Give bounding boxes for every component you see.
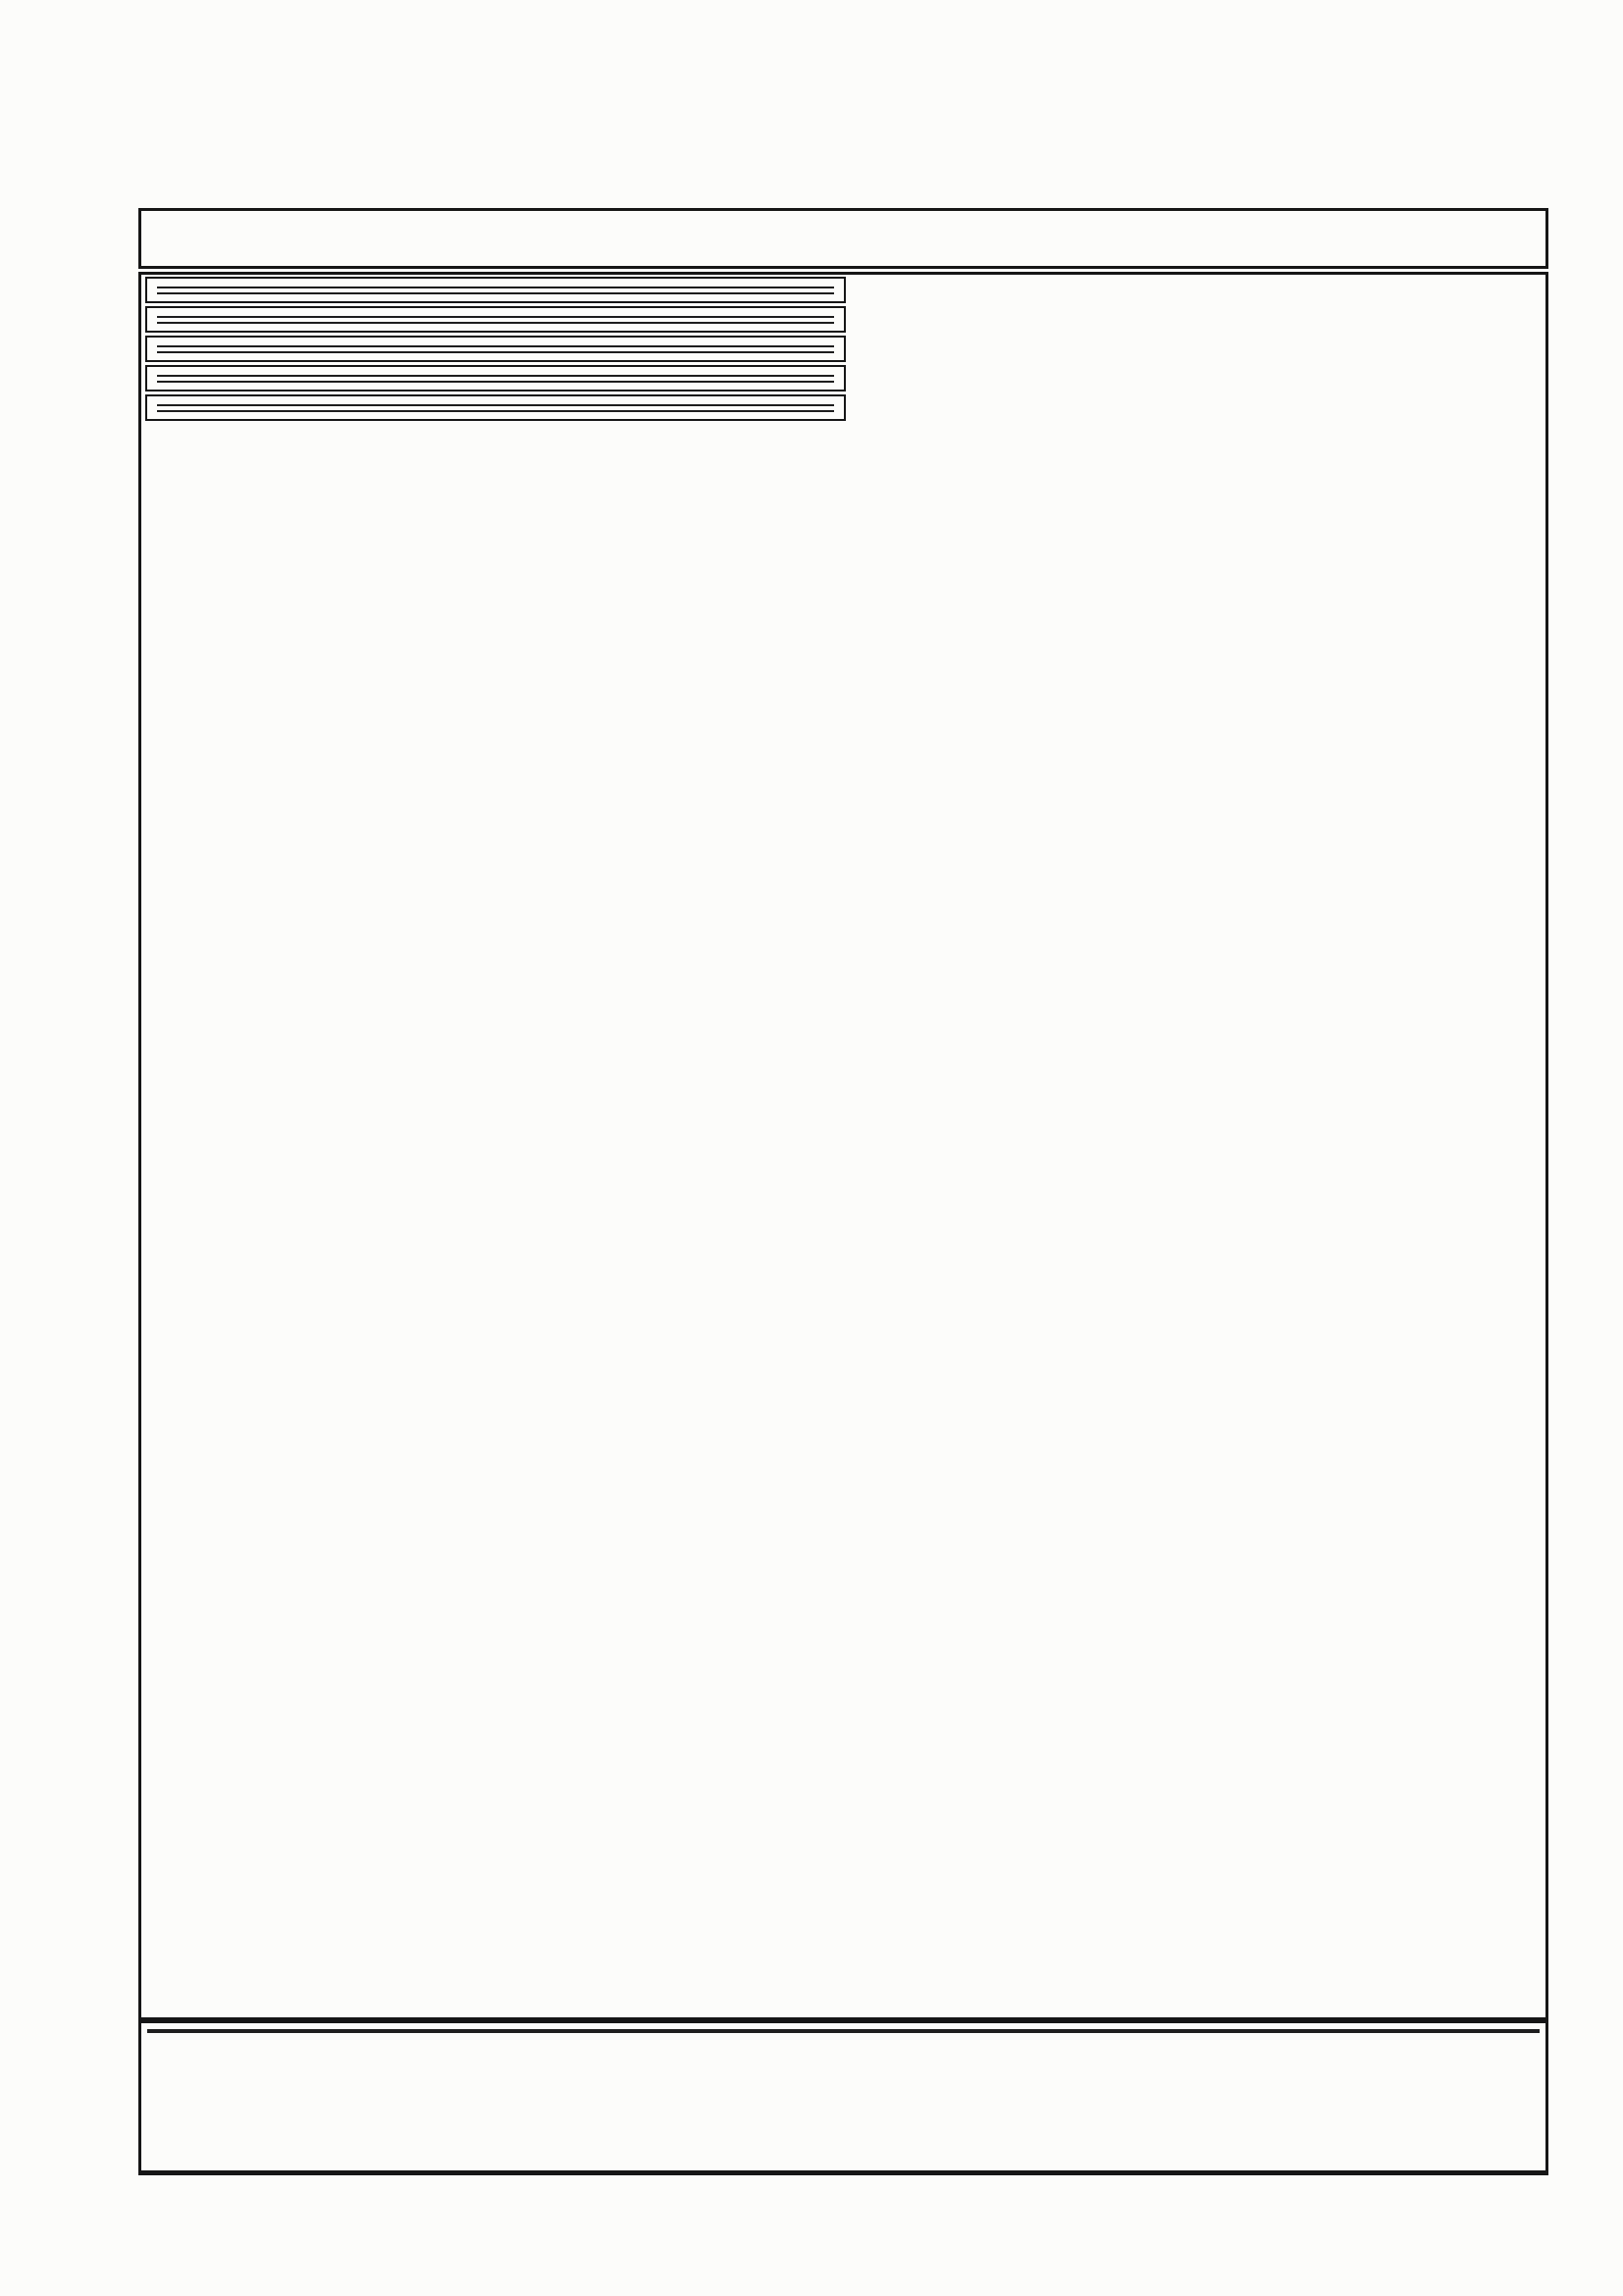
- table-header: [157, 345, 834, 353]
- table-header: [157, 316, 834, 324]
- company-row: [167, 237, 302, 260]
- standards-column: [145, 277, 846, 424]
- report-body-box: [138, 272, 1548, 2020]
- standard-section-ansi-z80: [145, 277, 846, 303]
- sample-info-box: [138, 208, 1548, 269]
- table-header: [157, 404, 834, 412]
- standard-section-eniso12312: [145, 336, 846, 362]
- standard-section-asnzs1067-2003: [145, 365, 846, 391]
- standard-title: [147, 367, 844, 375]
- sample-name-row: [167, 216, 302, 235]
- standard-title: [147, 338, 844, 345]
- table-header: [157, 375, 834, 383]
- standard-section-en1836: [145, 306, 846, 333]
- standard-title: [147, 279, 844, 287]
- standard-title: [147, 396, 844, 404]
- color-limit-plot: [844, 785, 1544, 1276]
- transmittance-spectrum-plot: [844, 283, 1544, 752]
- divider: [147, 2031, 1540, 2033]
- color-limit-chart: [844, 785, 1544, 1280]
- table-header: [157, 287, 834, 294]
- spectrum-data-box: [138, 2020, 1548, 2175]
- transmittance-spectrum-chart: [844, 283, 1544, 757]
- standard-title: [147, 308, 844, 316]
- standard-section-asnzs1067-2016: [145, 394, 846, 421]
